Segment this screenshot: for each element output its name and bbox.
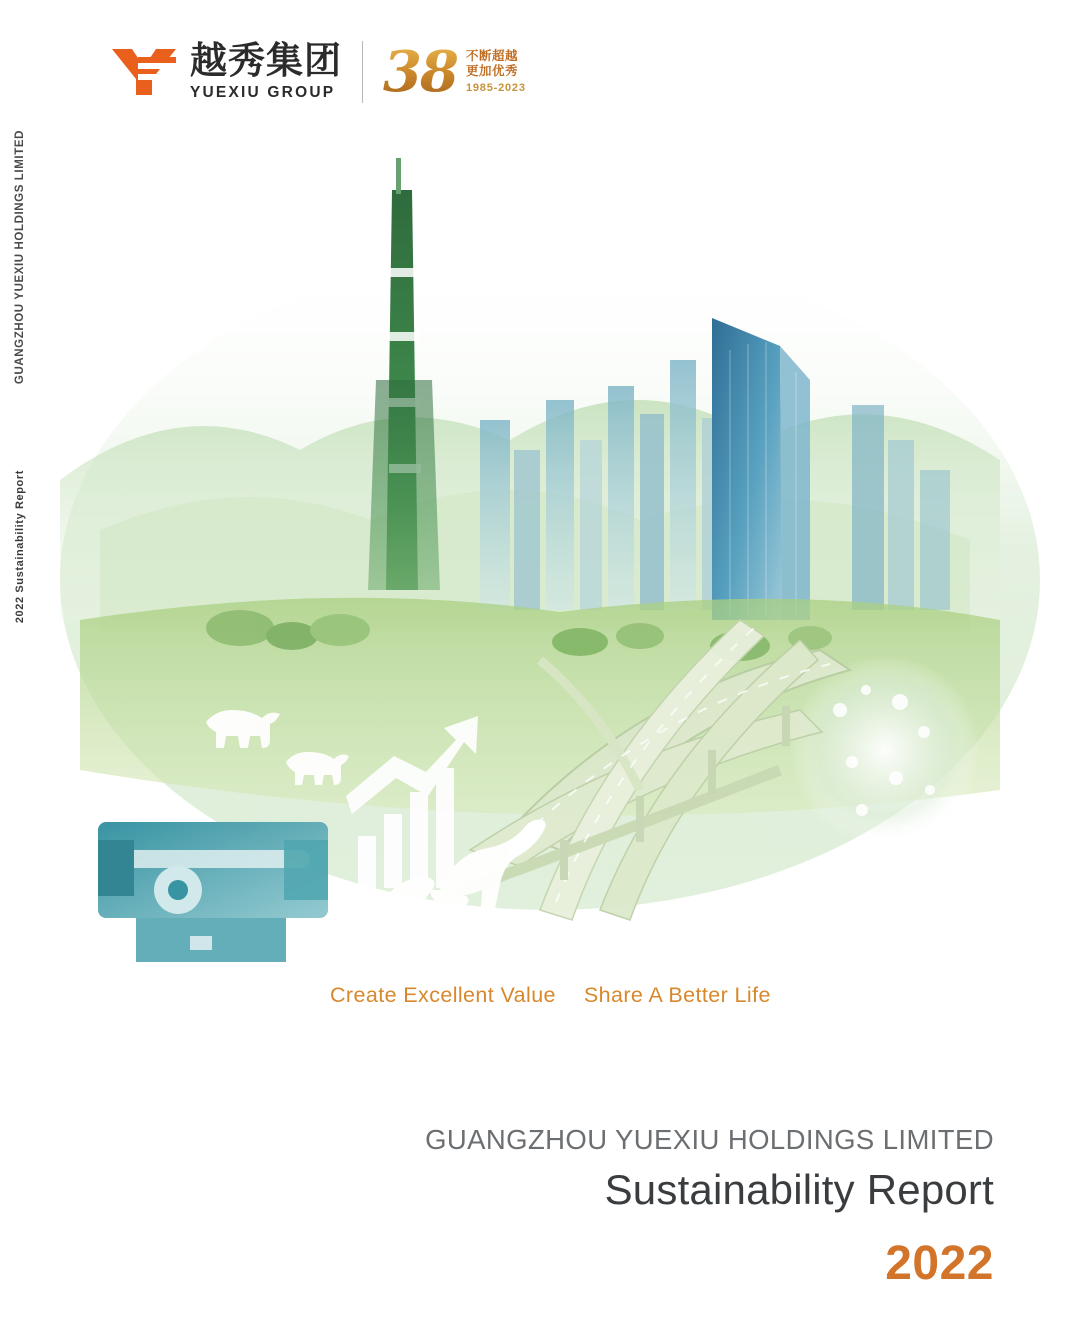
- cover-tagline: [330, 983, 771, 1008]
- anniversary-number: 38: [383, 39, 457, 105]
- anniversary-years: 1985-2023: [465, 82, 526, 95]
- anniversary-badge: [383, 39, 526, 105]
- cover-artwork: [40, 150, 1040, 980]
- yuexiu-ye-monogram-icon: [108, 43, 180, 101]
- tagline-right: Share A Better Life: [583, 983, 771, 1007]
- cover-year: 2022: [885, 1237, 994, 1290]
- factory-machine-motif: [98, 822, 328, 962]
- logo-company-cn: 越秀集团: [190, 38, 342, 82]
- anniversary-slogan-line1: 不断超越: [465, 48, 518, 64]
- spine-company-name: GUANGZHOU YUEXIU HOLDINGS LIMITED: [14, 130, 26, 385]
- anniversary-text: [466, 49, 526, 94]
- logo-divider: [362, 41, 363, 103]
- anniversary-slogan-line2: 更加优秀: [465, 62, 518, 78]
- tagline-left: Create Excellent Value: [330, 983, 556, 1007]
- bird-silhouette: [777, 880, 831, 944]
- logo-text-column: [190, 38, 342, 103]
- watercolor-city-illustration: [40, 150, 1040, 980]
- cyclist-silhouette: [850, 860, 954, 958]
- page-title: Sustainability Report: [604, 1166, 994, 1213]
- logo-company-en: YUEXIU GROUP: [190, 83, 336, 101]
- logo-block: [108, 30, 526, 114]
- spine-report-title: 2022 Sustainability Report: [14, 470, 26, 624]
- grass-motif: [968, 870, 1017, 956]
- cover-company-name: GUANGZHOU YUEXIU HOLDINGS LIMITED: [425, 1124, 994, 1155]
